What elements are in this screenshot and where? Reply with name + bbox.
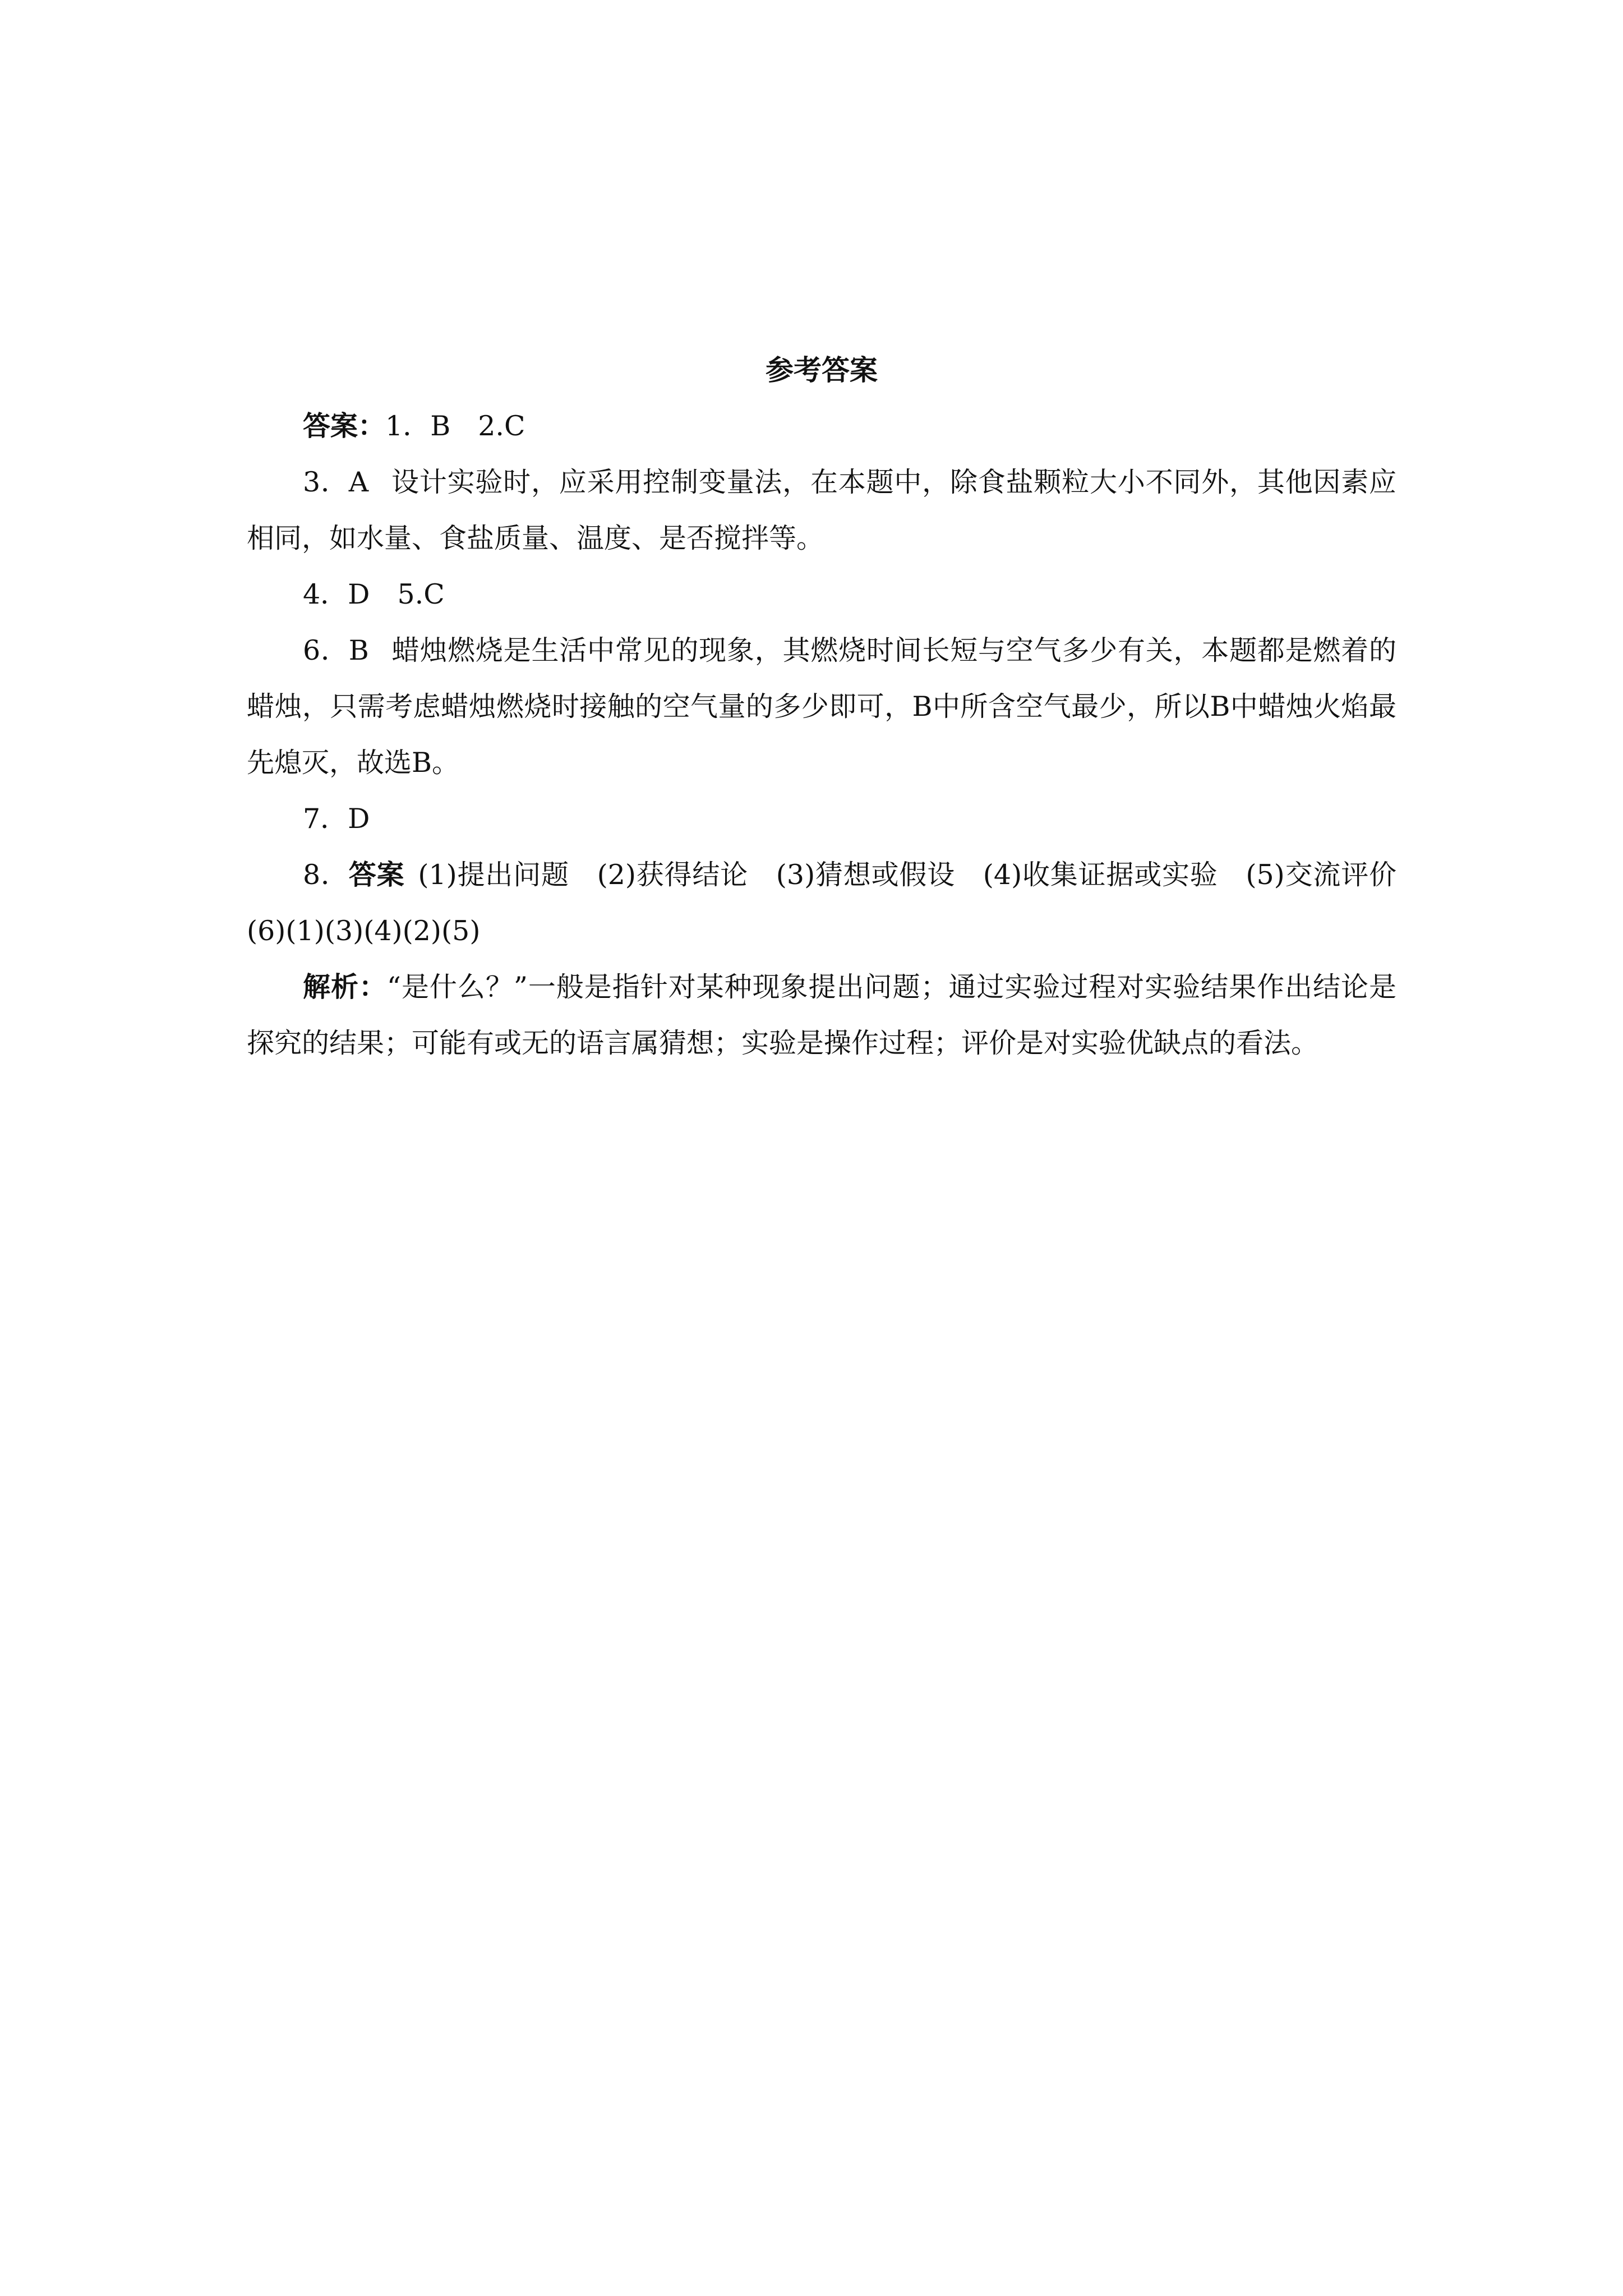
answer-7: 7．D (303, 803, 370, 835)
answer-8-text: (1)提出问题 (2)获得结论 (3)猜想或假设 (4)收集证据或实验 (5)交流评价 (6)(1)(3)(4)(2)(5) (247, 859, 1424, 947)
answer-content (247, 342, 1424, 1071)
answers-line: 1．B 2.C (385, 410, 525, 442)
answer-3 (247, 454, 1396, 567)
analysis (247, 959, 1396, 1071)
answer-8-number: 8． (303, 859, 349, 891)
answer-6-number: 6．B (303, 634, 369, 666)
page-title: 参考答案 (766, 354, 878, 386)
answer-6 (247, 623, 1396, 791)
answer-3-text: 设计实验时，应采用控制变量法，在本题中，除食盐颗粒大小不同外，其他因素应相同，如水量、食盐质量、温度、是否搅拌等。 (247, 466, 1396, 554)
answers-4-5: 4．D 5.C (303, 578, 445, 610)
answer-3-number: 3．A (303, 466, 369, 498)
analysis-text: “是什么？”一般是指针对某种现象提出问题；通过实验过程对实验结果作出结论是探究的结果；可能有或无的语言属猜想；实验是操作过程；评价是对实验优缺点的看法。 (247, 971, 1396, 1059)
answer-6-text: 蜡烛燃烧是生活中常见的现象，其燃烧时间长短与空气多少有关，本题都是燃着的蜡烛，只需考虑蜡烛燃烧时接触的空气量的多少即可，B中所含空气最少，所以B中蜡烛火焰最先熄灭，故选B。 (247, 634, 1396, 779)
answers-label: 答案： (303, 410, 386, 442)
answer-8-label: 答案 (348, 859, 405, 891)
analysis-label: 解析： (303, 971, 387, 1003)
answer-8 (247, 847, 1424, 959)
answers-1-2 (247, 398, 1396, 454)
